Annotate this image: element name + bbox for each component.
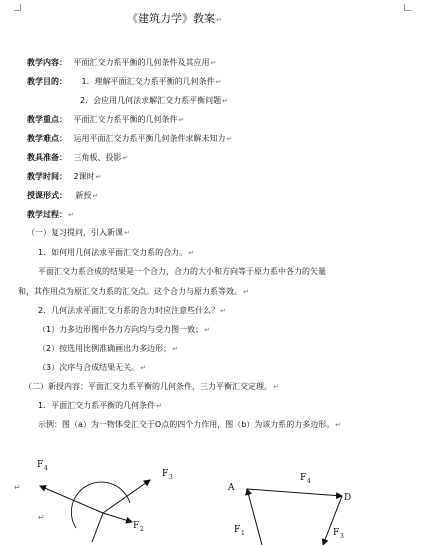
label-f4: F <box>37 460 44 470</box>
field-tools: 教具准备： 三角板、投影↵ <box>27 153 129 162</box>
paragraph-line: 和，其作用点为原汇交力系的汇交点。这个合力与原力系等效。↵ <box>18 287 249 296</box>
label-f4-b-sub: 4 <box>307 478 311 485</box>
review-heading: （一）复习提问，引入新课↵ <box>27 228 130 237</box>
force-vector-f3 <box>103 480 150 513</box>
question-2: 2．几何法求平面汇交力系的合力时应注意些什么？↵ <box>38 306 226 315</box>
field-goal-item-2: 2．会应用几何法求解汇交力系平衡问题↵ <box>80 96 228 105</box>
return-mark: ↵ <box>14 483 21 492</box>
field-time: 教学时间： 2课时↵ <box>27 172 102 181</box>
note-item: （3）次序与合成结果无关。↵ <box>38 363 146 372</box>
force-vector-down <box>92 513 103 542</box>
section-1-heading: 1．平面汇交力系平衡的几何条件↵ <box>38 401 162 410</box>
label-f4-b: F <box>300 473 307 483</box>
field-process: 教学过程：↵ <box>27 210 74 219</box>
label-f2: F <box>133 521 140 531</box>
label-f3-b: F <box>333 528 340 538</box>
note-item: （1）力多边形图中各力方向均与受力图一致；↵ <box>38 325 210 334</box>
note-item: （2）按选用比例准确画出力多边形；↵ <box>38 344 178 353</box>
label-f1-b: F <box>234 525 241 535</box>
force-vector-f2 <box>103 513 132 522</box>
force-diagrams <box>0 450 426 545</box>
force-diagram-a <box>37 460 173 542</box>
field-difficulty: 教学难点： 运用平面汇交力系平衡几何条件求解未知力↵ <box>27 134 233 143</box>
question-1: 1．如何用几何法求平面汇交力系的合力。↵ <box>38 248 194 257</box>
margin-corner-mark <box>404 4 411 11</box>
field-form: 授课形式： 新授↵ <box>27 191 99 200</box>
field-content: 教学内容： 平面汇交力系平衡的几何条件及其应用↵ <box>27 58 217 67</box>
label-f1-b-sub: 1 <box>241 530 245 537</box>
field-key: 教学重点： 平面汇交力系平衡的几何条件↵ <box>27 115 185 124</box>
label-f3-sub: 3 <box>169 474 173 481</box>
field-goal: 教学目的： 1．理解平面汇交力系平衡的几何条件↵ <box>27 77 222 86</box>
force-diagrams-svg <box>0 450 426 545</box>
circle-body <box>71 482 130 528</box>
label-f3: F <box>162 469 169 479</box>
label-f2-sub: 2 <box>140 526 144 533</box>
paragraph-line: 平面汇交力系合成的结果是一个合力，合力的大小和方向等于原力系中各力的矢量 <box>38 267 326 276</box>
polygon-side-f1 <box>247 489 262 545</box>
label-point-d: D <box>344 493 352 503</box>
force-polygon-b <box>227 473 351 545</box>
example-text: 示例：图（a）为一物体受汇交于O点的四个力作用，图（b）为该力系的力多边形。↵ <box>38 420 342 429</box>
polygon-side-f4 <box>247 489 342 496</box>
return-mark: ↵ <box>38 513 45 522</box>
document-title: 《建筑力学》教案↵ <box>127 12 222 25</box>
label-point-a: A <box>228 483 235 493</box>
label-f3-b-sub: 3 <box>340 533 344 540</box>
label-f4-sub: 4 <box>44 465 48 472</box>
margin-corner-mark <box>14 4 21 11</box>
new-content-heading: （二）新授内容：平面汇交力系平衡的几何条件，三力平衡汇交定理。↵ <box>24 382 279 391</box>
